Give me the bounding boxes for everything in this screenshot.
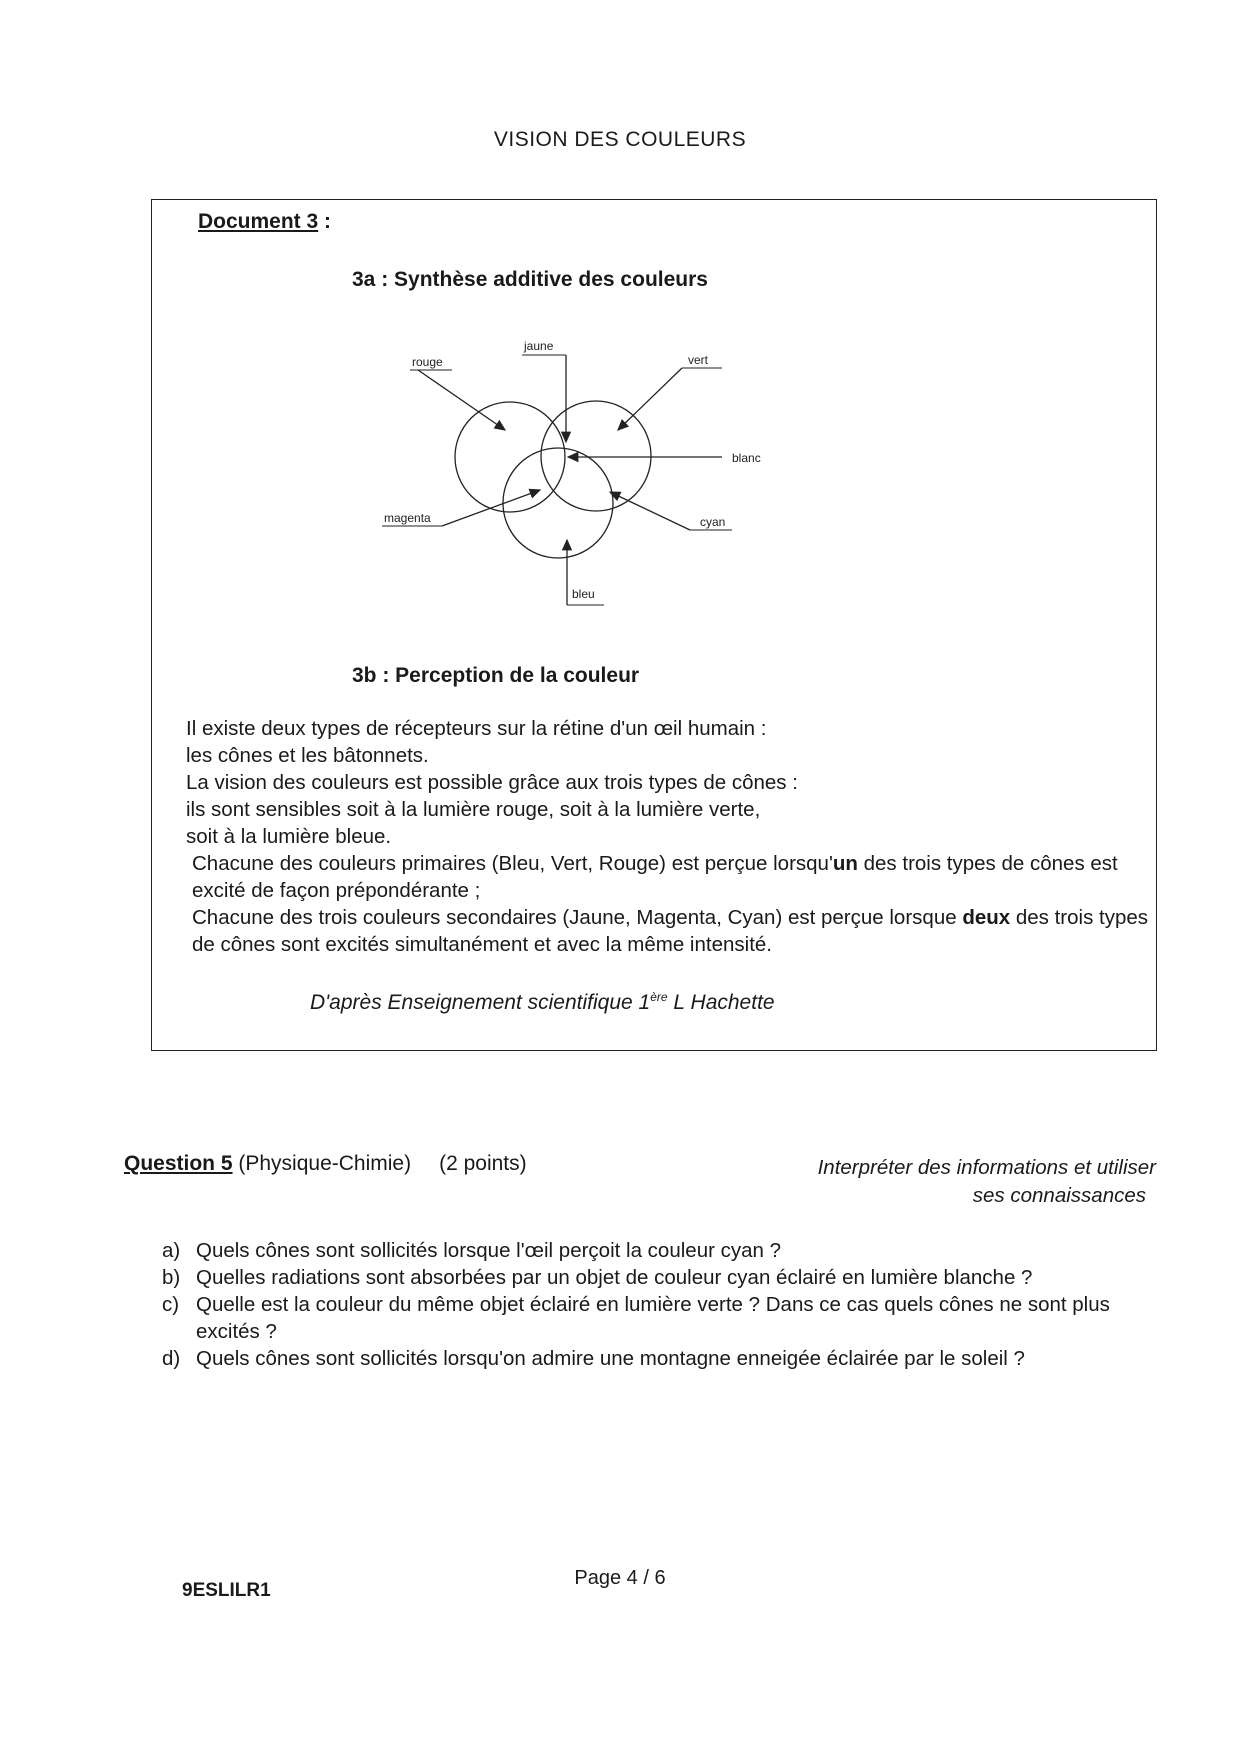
document-label-suffix: : — [318, 210, 332, 233]
secondary-bold-word: deux — [962, 906, 1011, 929]
primary-text-start: Chacune des couleurs primaires (Bleu, Vert, Rouge) est perçue lorsqu' — [192, 852, 833, 875]
item-text: Quelles radiations sont absorbées par un objet de couleur cyan éclairé en lumière blanche ? — [196, 1266, 1033, 1289]
section-3a-title: 3a : Synthèse additive des couleurs — [352, 268, 708, 291]
rouge-arrow — [418, 370, 505, 430]
source-citation — [310, 990, 775, 1015]
primary-colors-sentence — [186, 850, 1156, 904]
question-list — [162, 1237, 1152, 1372]
green-circle — [541, 401, 651, 511]
label-magenta: magenta — [384, 511, 431, 525]
additive-synthesis-diagram — [370, 330, 790, 620]
red-circle — [455, 402, 565, 512]
skill-line-2: ses connaissances — [972, 1184, 1146, 1207]
primary-text-end: des trois types de cônes est excité de façon prépondérante ; — [192, 852, 1118, 902]
source-publisher: L Hachette — [667, 991, 775, 1014]
item-letter: c) — [162, 1293, 180, 1316]
page-title: VISION DES COULEURS — [493, 128, 747, 151]
blue-circle — [503, 448, 613, 558]
paragraph-line: les cônes et les bâtonnets. — [186, 744, 429, 767]
question-number: Question 5 — [124, 1152, 233, 1175]
document-label-text: Document 3 — [198, 210, 319, 233]
label-jaune: jaune — [524, 339, 554, 353]
section-3b-title: 3b : Perception de la couleur — [352, 664, 640, 687]
paragraph-line: ils sont sensibles soit à la lumière rouge, soit à la lumière verte, — [186, 798, 761, 821]
list-item — [162, 1291, 1152, 1345]
list-item — [162, 1237, 1152, 1264]
list-item — [162, 1264, 1152, 1291]
vert-arrow — [618, 368, 682, 430]
question-subject: (Physique-Chimie) — [232, 1152, 412, 1175]
item-letter: d) — [162, 1347, 181, 1370]
label-bleu: bleu — [572, 587, 595, 601]
item-letter: b) — [162, 1266, 181, 1289]
paragraph-line: La vision des couleurs est possible grâce aux trois types de cônes : — [186, 771, 798, 794]
magenta-arrow — [442, 490, 540, 526]
perception-paragraph — [186, 715, 1156, 958]
list-item — [162, 1345, 1152, 1372]
question-skill — [700, 1154, 1156, 1210]
label-blanc: blanc — [732, 451, 761, 465]
paragraph-line: Il existe deux types de récepteurs sur la rétine d'un œil humain : — [186, 717, 767, 740]
question-points: (2 points) — [439, 1152, 527, 1175]
item-text: Quelle est la couleur du même objet éclairé en lumière verte ? Dans ce cas quels cônes ne sont plus excités ? — [196, 1293, 1110, 1343]
secondary-colors-sentence — [186, 904, 1156, 958]
secondary-text-end: des trois types de cônes sont excités simultanément et avec la même intensité. — [192, 906, 1149, 956]
item-text: Quels cônes sont sollicités lorsque l'œil perçoit la couleur cyan ? — [196, 1239, 782, 1262]
question-header — [124, 1152, 527, 1176]
cyan-arrow — [610, 492, 690, 530]
document-label — [198, 210, 331, 234]
document-code: 9ESLILR1 — [182, 1580, 271, 1601]
label-rouge: rouge — [412, 355, 443, 369]
item-letter: a) — [162, 1239, 181, 1262]
source-superscript: ère — [650, 990, 668, 1004]
source-text: D'après Enseignement scientifique 1 — [310, 991, 651, 1014]
label-cyan: cyan — [700, 515, 726, 529]
page-number: Page 4 / 6 — [574, 1567, 666, 1589]
paragraph-line: soit à la lumière bleue. — [186, 825, 392, 848]
secondary-text-start: Chacune des trois couleurs secondaires (Jaune, Magenta, Cyan) est perçue lorsque — [192, 906, 963, 929]
label-vert: vert — [688, 353, 709, 367]
item-text: Quels cônes sont sollicités lorsqu'on admire une montagne enneigée éclairée par le soleil ? — [196, 1347, 1025, 1370]
skill-line-1: Interpréter des informations et utiliser — [817, 1156, 1156, 1179]
primary-bold-word: un — [832, 852, 858, 875]
